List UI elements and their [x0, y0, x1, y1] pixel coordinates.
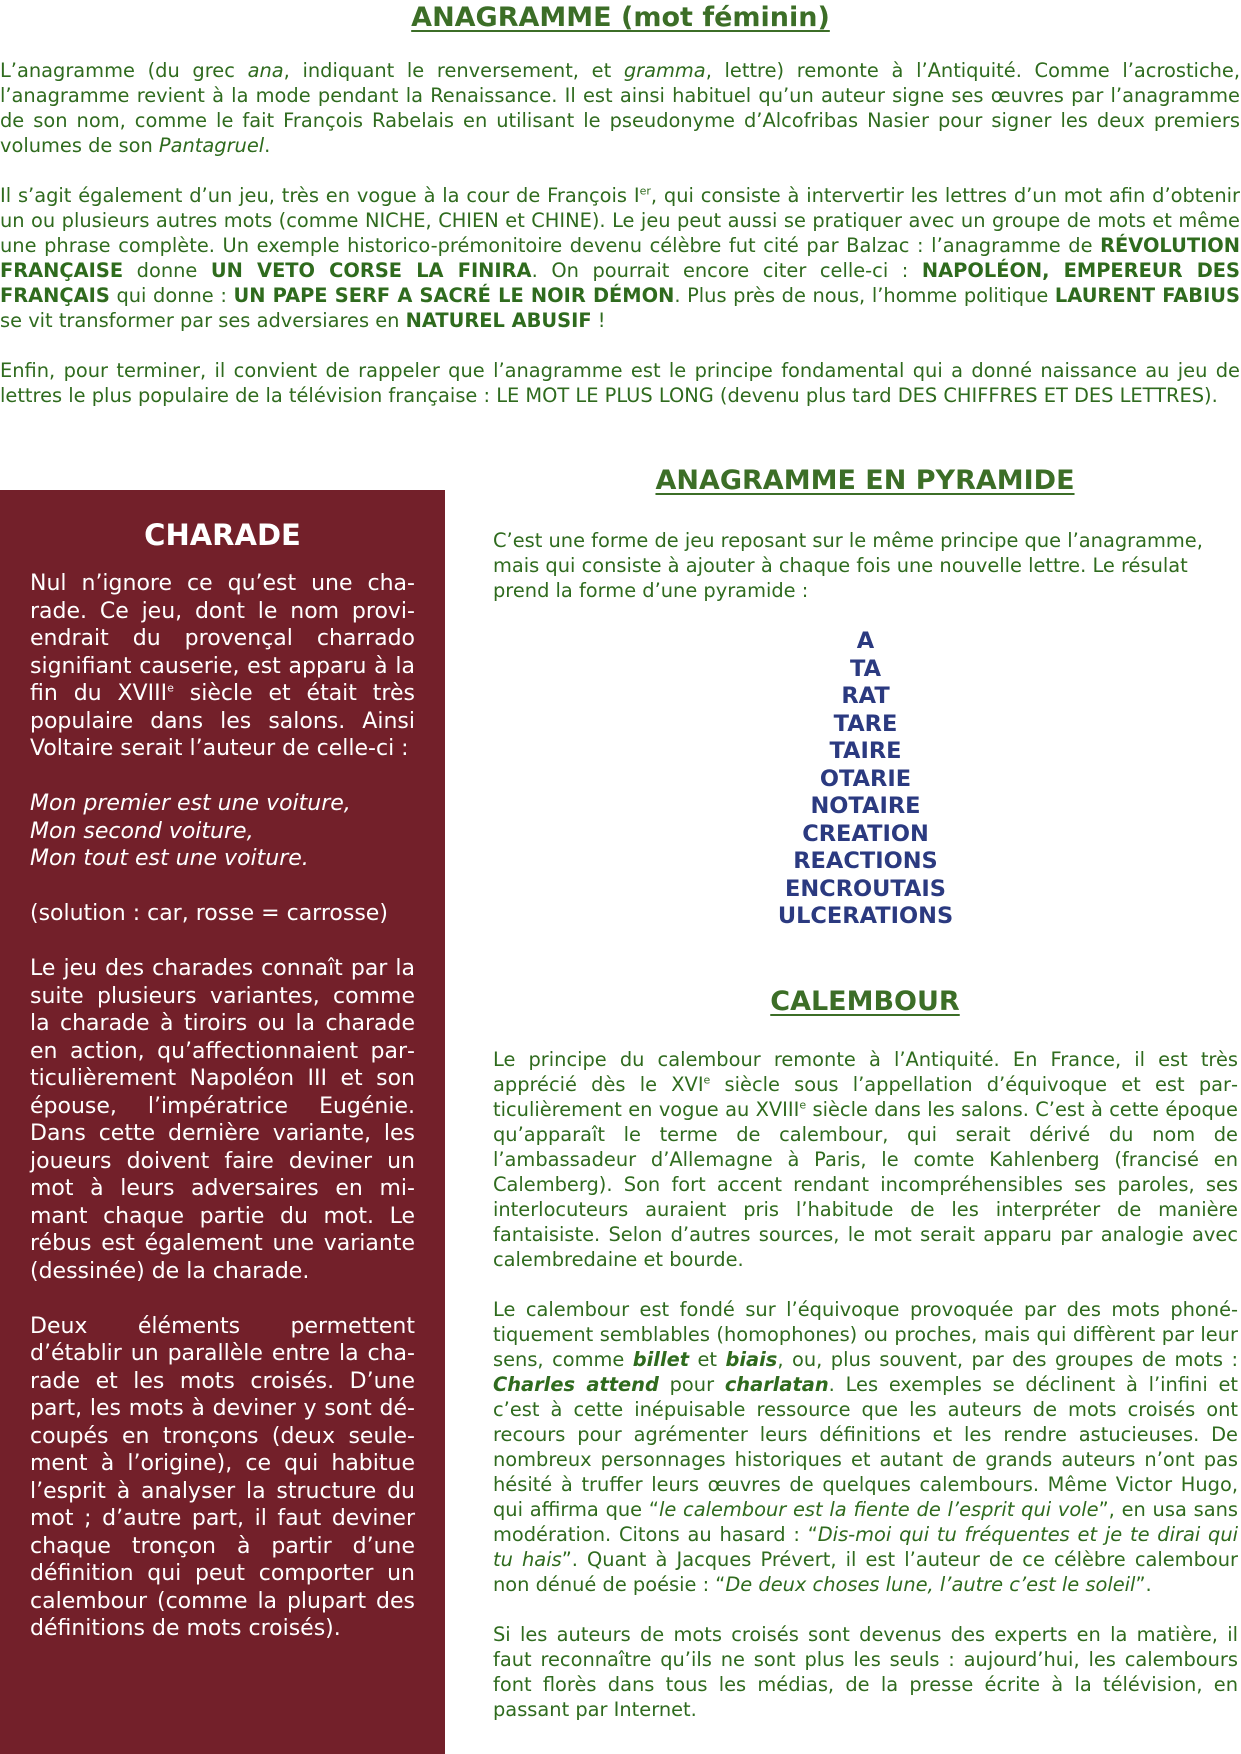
text-run: siècle dans les salons. C’est à cette époque qu’apparaît le terme de calembour, qui serait dérivé du nom de l’ambassadeur d’Allemagne à Paris, le comte Kahlenberg (francisé en Calemberg). Son fort accent rendant incompréhensibles ses paroles, ses interlocuteurs auraient pris l’habitude de les interpréter de manière fantaisiste. Selon d’autres sources, le mot serait apparu par analogie avec calembredaine et bourde. — [493, 1098, 1238, 1271]
text-run: donne — [123, 259, 211, 282]
pyramid-word: A — [856, 628, 875, 654]
text-run: . Plus près de nous, l’homme politique — [674, 284, 1055, 307]
text-run: Le principe du calembour remonte à l’Antiquité. En France, il est très apprécié dès le XVI — [493, 1048, 1238, 1096]
text-run: se vit transformer par ses adversiares en — [0, 309, 406, 332]
pyramid-word: OTARIE — [819, 765, 912, 792]
example-word: charlatan — [724, 1373, 829, 1396]
pyramid-word: RAT — [841, 683, 890, 709]
verse-line: Mon tout est une voiture. — [30, 846, 309, 871]
pyramid-word: ENCROUTAIS — [784, 875, 947, 902]
text-run: Il s’agit également d’un jeu, très en vogue à la cour de François I — [0, 184, 640, 207]
text-run: L’anagramme (du grec — [0, 59, 248, 82]
bold-anagram: UN PAPE SERF A SACRÉ LE NOIR DÉMON — [233, 284, 675, 307]
quote: Dis-moi qui tu fréquentes et je te dirai qui tu hais — [493, 1523, 1239, 1571]
text-run: Nul n’ignore ce qu’est une charade. Ce jeu, dont le nom proviendrait du provençal charrado signifiant causerie, est apparu à la fin du XVIII — [30, 571, 415, 706]
bold-anagram: RÉVOLUTION FRANÇAISE — [0, 234, 1240, 282]
text-run: , ou, plus souvent, par des groupes de mots : — [777, 1348, 1238, 1371]
text-run: ”, en usa sans modération. Citons au hasard : “ — [493, 1498, 1238, 1546]
text-run: , qui consiste à intervertir les lettres d’un mot afin d’obtenir un ou plusieurs autres mots (comme NICHE, CHIEN et CHINE). Le jeu peut aussi se pratiquer avec un groupe de mots et même une phrase complète. Un exemple historico-prémonitoire devenu célèbre fut cité par Balzac : l’anagramme de — [0, 184, 1240, 257]
calembour-title: CALEMBOUR — [770, 986, 960, 1017]
verse-line: Mon premier est une voiture, — [30, 791, 351, 816]
text-run: Le calembour est fondé sur l’équivoque provoquée par des mots phonétiquement semblables (homophones) ou proches, mais qui diffèrent par leur sens, comme — [493, 1298, 1238, 1371]
text-run: , lettre) remonte à l’Antiquité. Comme l’acrostiche, l’anagramme revient à la mode pendant la Renaissance. Il est ainsi habituel qu’un auteur signe ses œuvres par l’anagramme de son nom, comme le fait François Rabelais en utilisant le pseudonyme d’Alcofribas Nasier pour signer les deux premiers volumes de son — [0, 59, 1240, 157]
intro-paragraph-3: Enfin, pour terminer, il convient de rappeler que l’anagramme est le principe fondamental qui a donné naissance au jeu de lettres le plus populaire de la télévision française : LE MOT LE PLUS LONG (devenu plus tard DES CHIFFRES ET DES LETTRES). — [0, 359, 1240, 407]
text-run: . Les exemples se déclinent à l’infini et c’est à cette inépuisable ressource que les auteurs de mots croisés ont recours pour agrémenter leurs définitions et les rendre astucieuses. De nombreux personnages historiques et autant de grands auteurs n’ont pas hésité à truffer leurs œuvres de quelques calembours. Même Victor Hugo, qui affirma que “ — [493, 1373, 1239, 1521]
pyramide-text: C’est une forme de jeu reposant sur le même principe que l’anagramme, mais qui consiste à ajouter à chaque fois une nouvelle lettre. Le résulat prend la forme d’une pyramide : — [493, 529, 1203, 602]
text-run: et — [689, 1348, 726, 1371]
calembour-paragraph-2 — [493, 1297, 1238, 1597]
charade-sidebar — [0, 490, 445, 1754]
bold-anagram: UN VETO CORSE LA FINIRA — [210, 259, 532, 282]
pyramid-word: TARE — [833, 710, 898, 737]
intro-section — [0, 58, 1240, 433]
charade-verse — [30, 790, 415, 873]
page-title: ANAGRAMME (mot féminin) — [411, 2, 830, 33]
text-run: . On pourrait encore citer celle-ci : — [531, 259, 922, 282]
charade-paragraph-2: Le jeu des charades connaît par la suite plusieurs variantes, comme la charade à tiroirs ou la charade en action, qu’affectionnaient particulièrement Napoléon III et son épouse, l’impératrice Eugénie. Dans cette dernière variante, les joueurs doivent faire deviner un mot à leurs adversaires en mimant chaque partie du mot. Le rébus est également une variante (dessinée) de la charade. — [30, 956, 415, 1284]
example-word: Charles attend — [493, 1373, 659, 1396]
superscript: e — [799, 1098, 807, 1112]
text-run: . — [264, 134, 271, 157]
text-run: , indiquant le renversement, et — [283, 59, 624, 82]
bold-anagram: NAPOLÉON, EMPEREUR DES FRANÇAIS — [0, 259, 1240, 307]
charade-title: CHARADE — [144, 518, 301, 552]
quote: le calembour est la fiente de l’esprit qui vole — [658, 1498, 1099, 1521]
text-run: siècle et était très populaire dans les salons. Ainsi Voltaire serait l’auteur de celle-ci : — [30, 681, 415, 761]
italic-term: gramma — [623, 59, 706, 82]
pyramid-word: ULCERATIONS — [777, 903, 954, 929]
calembour-section — [493, 1047, 1238, 1747]
text-run: ”. — [1135, 1573, 1152, 1596]
text-run: ! — [591, 309, 606, 332]
charade-solution: (solution : car, rosse = carrosse) — [30, 901, 388, 926]
bold-anagram: NATUREL ABUSIF — [405, 309, 592, 332]
calembour-paragraph-1 — [493, 1047, 1238, 1272]
example-word: billet — [632, 1348, 690, 1371]
intro-paragraph-1 — [0, 58, 1240, 158]
text-run: pour — [658, 1373, 725, 1396]
charade-paragraph-1 — [30, 570, 415, 763]
text-run: siècle sous l’appellation d’équivoque et est particulièrement en vogue au XVIII — [493, 1073, 1238, 1121]
pyramid-word: TAIRE — [829, 738, 902, 764]
superscript: er — [639, 184, 651, 198]
charade-paragraph-3: Deux éléments permettent d’établir un parallèle entre la charade et les mots croisés. D’une part, les mots à deviner y sont découpés en tronçons (deux seulement à l’origine), ce qui habitue l’esprit à analyser la structure du mot ; d’autre part, il faut deviner chaque tronçon à partir d’une définition qui peut comporter un calembour (comme la plupart des définitions de mots croisés). — [30, 1313, 415, 1641]
text-run: qui donne : — [109, 284, 234, 307]
intro-paragraph-2 — [0, 183, 1240, 333]
verse-line: Mon second voiture, — [30, 818, 254, 844]
example-word: biais — [725, 1348, 778, 1371]
anagram-pyramid — [493, 628, 1238, 931]
pyramide-title: ANAGRAMME EN PYRAMIDE — [655, 465, 1075, 496]
superscript: e — [703, 1073, 711, 1087]
text-run: ”. Quant à Jacques Prévert, il est l’auteur de ce célèbre calembour non dénué de poésie : “ — [493, 1548, 1239, 1596]
pyramid-word: CREATION — [802, 820, 929, 847]
italic-title: Pantagruel — [158, 134, 265, 157]
pyramid-word: NOTAIRE — [810, 793, 921, 819]
italic-term: ana — [247, 59, 284, 82]
pyramid-word: TA — [849, 655, 881, 682]
superscript: e — [167, 681, 174, 695]
pyramid-word: REACTIONS — [793, 848, 938, 874]
quote: De deux choses lune, l’autre c’est le soleil — [725, 1573, 1136, 1596]
calembour-paragraph-3: Si les auteurs de mots croisés sont devenus des experts en la matière, il faut reconnaître qu’ils ne sont plus les seuls : aujourd’hui, les calembours font florès dans tous les médias, de la presse écrite à la télévision, en passant par Internet. — [493, 1623, 1238, 1721]
bold-anagram: LAURENT FABIUS — [1054, 284, 1240, 307]
